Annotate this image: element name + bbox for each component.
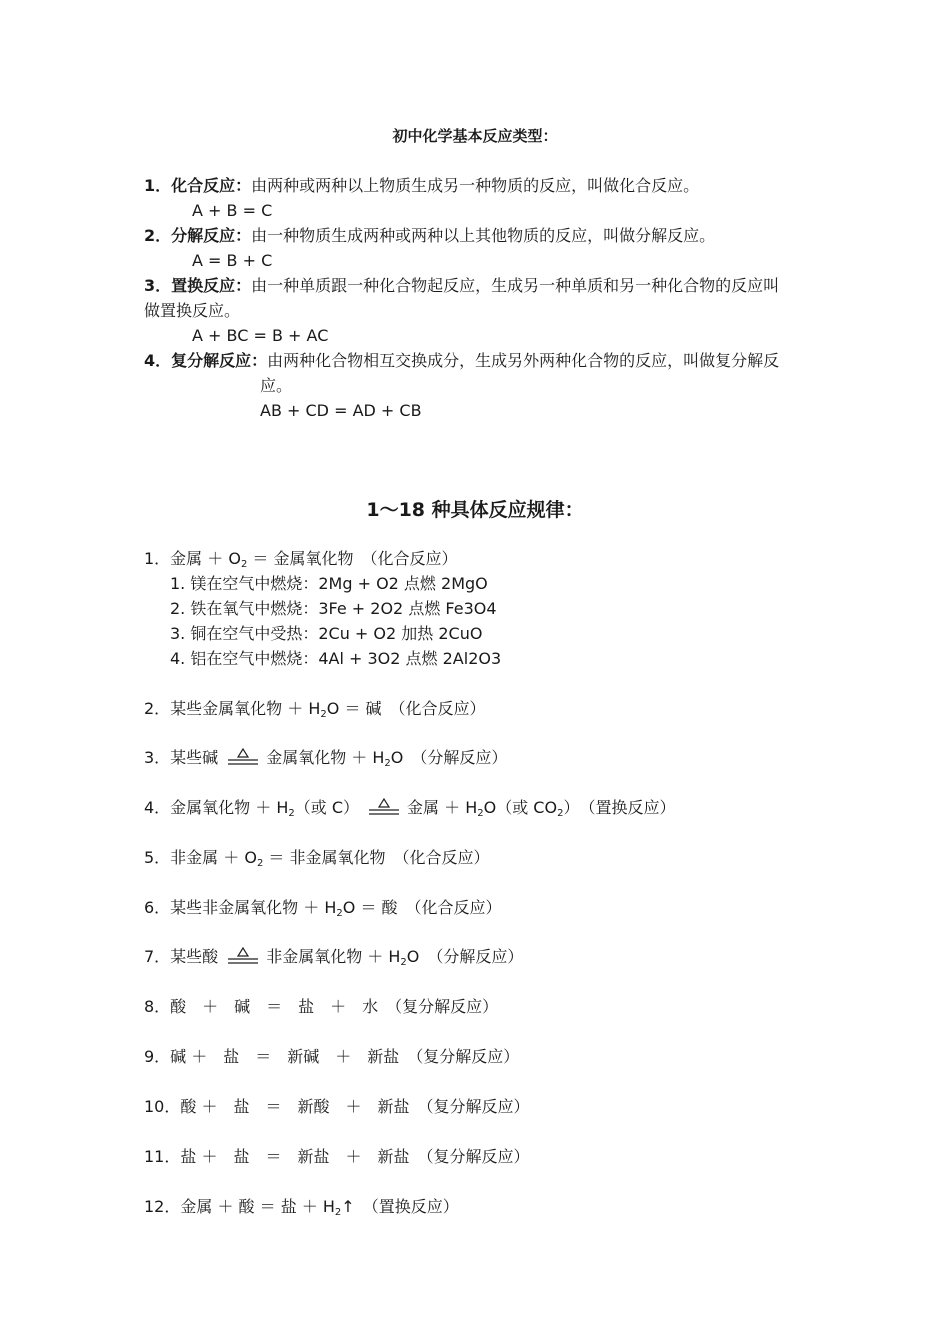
basic-type-4-formula: AB + CD = AD + CB <box>260 401 422 420</box>
rule-3-part-a: 3．某些碱 <box>144 748 219 767</box>
basic-type-1-formula: A + B = C <box>192 201 273 220</box>
rule-8: 8．酸 ＋ 碱 ＝ 盐 ＋ 水 （复分解反应） <box>144 997 499 1016</box>
rule-11: 11．盐 ＋ 盐 ＝ 新盐 ＋ 新盐 （复分解反应） <box>144 1147 530 1166</box>
basic-type-1 <box>144 174 699 198</box>
heat-triangle-double-line-icon <box>226 746 260 768</box>
rule-10: 10．酸 ＋ 盐 ＝ 新酸 ＋ 新盐 （复分解反应） <box>144 1097 530 1116</box>
rule-12-sub: 2 <box>334 1207 342 1218</box>
basic-type-3-num: 3． <box>144 276 172 295</box>
basic-type-2-desc: 由一种物质生成两种或两种以上其他物质的反应，叫做分解反应。 <box>251 226 716 245</box>
rule-1-example-4: 4. 铝在空气中燃烧：4Al + 3O2 点燃 2Al2O3 <box>170 649 502 668</box>
rule-3-part-c: O （分解反应） <box>390 748 508 767</box>
rule-7-part-b: 非金属氧化物 ＋ H <box>266 947 401 966</box>
rule-12-part-b: ↑ （置换反应） <box>341 1197 459 1216</box>
rule-4-sub-1: 2 <box>288 808 295 819</box>
heat-triangle-double-line-icon <box>367 796 401 818</box>
rule-6-part-b: O ＝ 酸 （化合反应） <box>342 898 502 917</box>
rule-1-part-a: 1．金属 ＋ O <box>144 549 241 568</box>
rule-1-example-3: 3. 铜在空气中受热：2Cu + O2 加热 2CuO <box>170 624 483 643</box>
basic-type-1-name: 化合反应： <box>171 176 252 195</box>
basic-type-4-desc: 由两种化合物相互交换成分，生成另外两种化合物的反应，叫做复分解反 <box>267 351 780 370</box>
rule-3-sub: 2 <box>384 758 391 769</box>
rule-2 <box>144 697 486 721</box>
basic-type-3 <box>144 274 779 298</box>
rule-5-sub: 2 <box>256 858 264 869</box>
rule-2-part-b: O ＝ 碱 （化合反应） <box>326 699 486 718</box>
rule-4-part-b: （或 C） <box>294 798 360 817</box>
rule-5 <box>144 846 490 870</box>
rule-12 <box>144 1195 459 1219</box>
basic-type-2-name: 分解反应： <box>171 226 252 245</box>
rule-2-sub: 2 <box>320 709 327 720</box>
rule-1 <box>144 547 458 571</box>
rule-1-sub: 2 <box>240 559 248 570</box>
rule-4-sub-3: 2 <box>557 808 564 819</box>
rule-4-part-a: 4．金属氧化物 ＋ H <box>144 798 289 817</box>
rule-4-part-d: O（或 CO <box>483 798 558 817</box>
rule-7 <box>144 945 523 969</box>
basic-type-4-name: 复分解反应： <box>171 351 268 370</box>
rule-1-part-b: ＝ 金属氧化物 （化合反应） <box>247 549 458 568</box>
heat-triangle-double-line-icon <box>226 945 260 967</box>
rule-5-part-a: 5．非金属 ＋ O <box>144 848 257 867</box>
rule-9: 9．碱 ＋ 盐 ＝ 新碱 ＋ 新盐 （复分解反应） <box>144 1047 520 1066</box>
rule-4-part-c: 金属 ＋ H <box>407 798 478 817</box>
basic-type-1-desc: 由两种或两种以上物质生成另一种物质的反应，叫做化合反应。 <box>251 176 700 195</box>
rule-6 <box>144 896 502 920</box>
rule-4-sub-2: 2 <box>477 808 484 819</box>
rule-7-sub: 2 <box>400 957 407 968</box>
basic-type-3-name: 置换反应： <box>171 276 252 295</box>
rule-6-sub: 2 <box>336 908 343 919</box>
rule-4-part-e: ） （置换反应） <box>563 798 676 817</box>
basic-type-3-formula: A + BC = B + AC <box>192 326 329 345</box>
basic-type-4-num: 4． <box>144 351 172 370</box>
rule-7-part-c: O （分解反应） <box>406 947 524 966</box>
rule-6-part-a: 6．某些非金属氧化物 ＋ H <box>144 898 337 917</box>
doc-title: 初中化学基本反应类型： <box>392 127 558 145</box>
rule-12-part-a: 12．金属 ＋ 酸 ＝ 盐 ＋ H <box>144 1197 335 1216</box>
section-title: 1～18 种具体反应规律： <box>366 499 584 521</box>
rule-4 <box>144 796 675 820</box>
rule-1-example-2: 2. 铁在氧气中燃烧：3Fe + 2O2 点燃 Fe3O4 <box>170 599 497 618</box>
basic-type-2-formula: A = B + C <box>192 251 273 270</box>
basic-type-4-desc-cont: 应。 <box>260 376 293 395</box>
basic-type-3-desc: 由一种单质跟一种化合物起反应，生成另一种单质和另一种化合物的反应叫 <box>251 276 780 295</box>
rule-5-part-b: ＝ 非金属氧化物 （化合反应） <box>263 848 490 867</box>
basic-type-3-desc-cont: 做置换反应。 <box>144 301 241 320</box>
basic-type-2-num: 2． <box>144 226 172 245</box>
rule-3 <box>144 746 507 770</box>
rule-7-part-a: 7．某些酸 <box>144 947 219 966</box>
rule-1-example-1: 1. 镁在空气中燃烧：2Mg + O2 点燃 2MgO <box>170 574 488 593</box>
basic-type-1-num: 1． <box>144 176 172 195</box>
basic-type-2 <box>144 224 715 248</box>
rule-2-part-a: 2．某些金属氧化物 ＋ H <box>144 699 321 718</box>
rule-3-part-b: 金属氧化物 ＋ H <box>266 748 385 767</box>
basic-type-4 <box>144 349 779 373</box>
